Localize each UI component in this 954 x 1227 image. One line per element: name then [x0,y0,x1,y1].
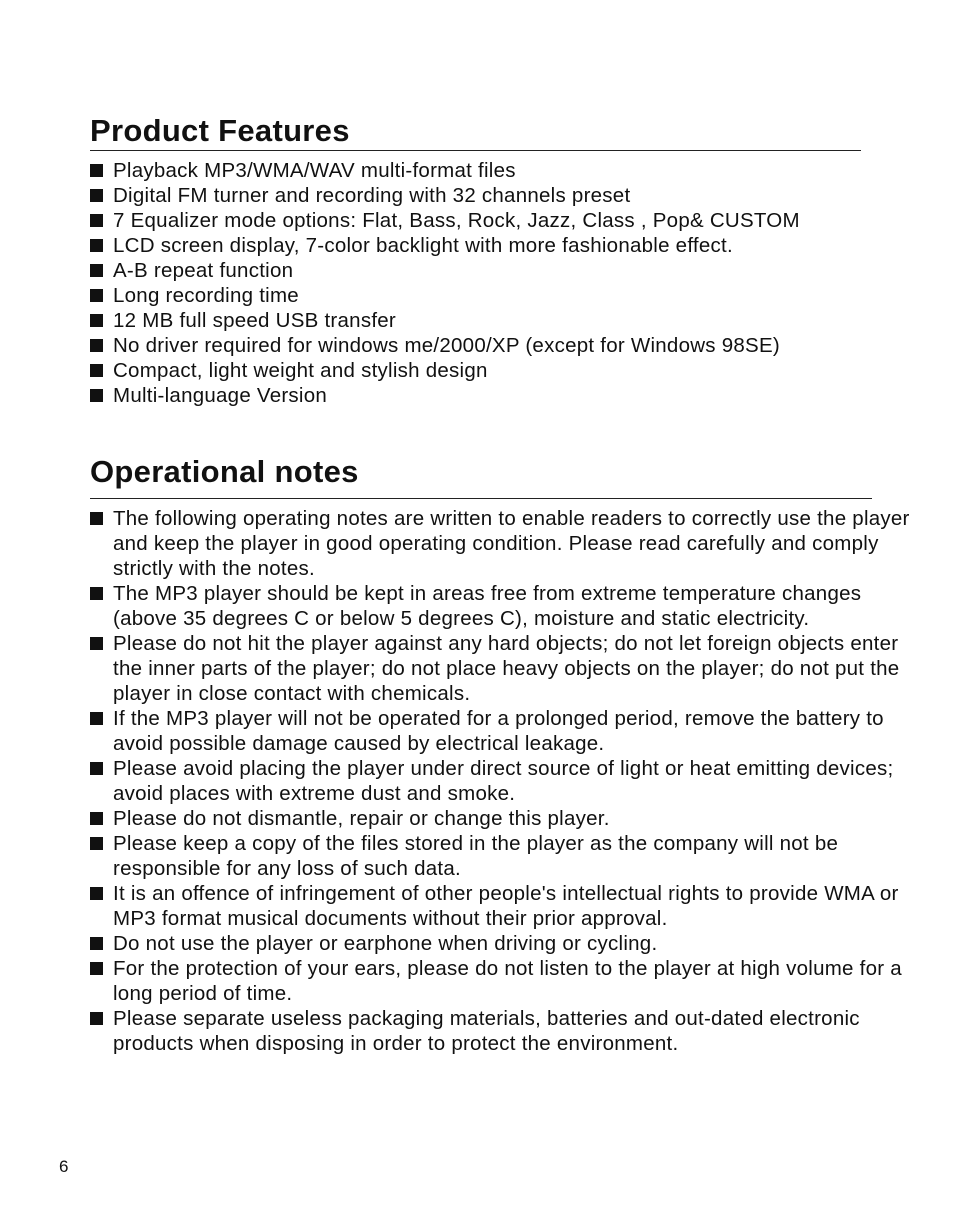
square-bullet-icon [90,214,103,227]
note-text: It is an offence of infringement of other people's intellectual rights to provide WMA or MP3 format musical documents without their prior approval. [113,882,899,930]
square-bullet-icon [90,812,103,825]
square-bullet-icon [90,887,103,900]
feature-item [90,383,890,408]
note-item [90,806,910,831]
feature-text: Multi-language Version [113,384,328,407]
feature-item [90,158,890,183]
feature-text: 7 Equalizer mode options: Flat, Bass, Rock, Jazz, Class , Pop& CUSTOM [113,209,800,232]
feature-item [90,233,890,258]
feature-item [90,308,890,333]
square-bullet-icon [90,637,103,650]
features-list [90,158,890,408]
note-item [90,881,910,931]
note-item [90,581,910,631]
feature-item [90,208,890,233]
square-bullet-icon [90,762,103,775]
page-number: 6 [59,1157,69,1176]
note-item [90,831,910,881]
square-bullet-icon [90,712,103,725]
note-text: If the MP3 player will not be operated for a prolonged period, remove the battery to avoid possible damage caused by electrical leakage. [113,707,884,755]
feature-item [90,283,890,308]
feature-text: 12 MB full speed USB transfer [113,309,396,332]
feature-text: Digital FM turner and recording with 32 channels preset [113,184,631,207]
square-bullet-icon [90,164,103,177]
note-item [90,1006,910,1056]
feature-item [90,258,890,283]
note-item [90,506,910,581]
note-text: For the protection of your ears, please do not listen to the player at high volume for a long period of time. [113,957,902,1005]
notes-list [90,506,910,1056]
square-bullet-icon [90,239,103,252]
note-text: Please separate useless packaging materials, batteries and out-dated electronic products when disposing in order to protect the environment. [113,1007,860,1055]
note-text: Please avoid placing the player under direct source of light or heat emitting devices; avoid places with extreme dust and smoke. [113,757,894,805]
square-bullet-icon [90,364,103,377]
note-item [90,756,910,806]
note-text: Please keep a copy of the files stored in the player as the company will not be responsible for any loss of such data. [113,832,839,880]
square-bullet-icon [90,1012,103,1025]
feature-text: A-B repeat function [113,259,294,282]
feature-text: Playback MP3/WMA/WAV multi-format files [113,159,516,182]
feature-text: No driver required for windows me/2000/XP (except for Windows 98SE) [113,334,780,357]
square-bullet-icon [90,512,103,525]
operational-notes-section [90,454,910,1056]
product-features-heading: Product Features [90,113,350,148]
heading-divider [90,150,861,151]
square-bullet-icon [90,289,103,302]
note-text: Please do not dismantle, repair or change this player. [113,807,610,830]
note-item [90,956,910,1006]
square-bullet-icon [90,937,103,950]
note-text: Do not use the player or earphone when driving or cycling. [113,932,658,955]
square-bullet-icon [90,339,103,352]
product-features-section [90,113,890,408]
operational-notes-heading: Operational notes [90,454,359,489]
note-text: The MP3 player should be kept in areas free from extreme temperature changes (above 35 degrees C or below 5 degrees C), moisture and static electricity. [113,582,862,630]
note-text: Please do not hit the player against any hard objects; do not let foreign objects enter the inner parts of the player; do not place heavy objects on the player; do not put the player in close contact with chemicals. [113,632,900,705]
square-bullet-icon [90,314,103,327]
square-bullet-icon [90,264,103,277]
feature-text: LCD screen display, 7-color backlight with more fashionable effect. [113,234,733,257]
feature-text: Compact, light weight and stylish design [113,359,488,382]
square-bullet-icon [90,837,103,850]
note-item [90,931,910,956]
heading-divider [90,498,872,499]
feature-text: Long recording time [113,284,299,307]
feature-item [90,183,890,208]
square-bullet-icon [90,189,103,202]
square-bullet-icon [90,389,103,402]
square-bullet-icon [90,962,103,975]
note-text: The following operating notes are written to enable readers to correctly use the player and keep the player in good operating condition. Please read carefully and comply strictly with the notes. [113,507,910,580]
note-item [90,631,910,706]
feature-item [90,333,890,358]
feature-item [90,358,890,383]
note-item [90,706,910,756]
square-bullet-icon [90,587,103,600]
